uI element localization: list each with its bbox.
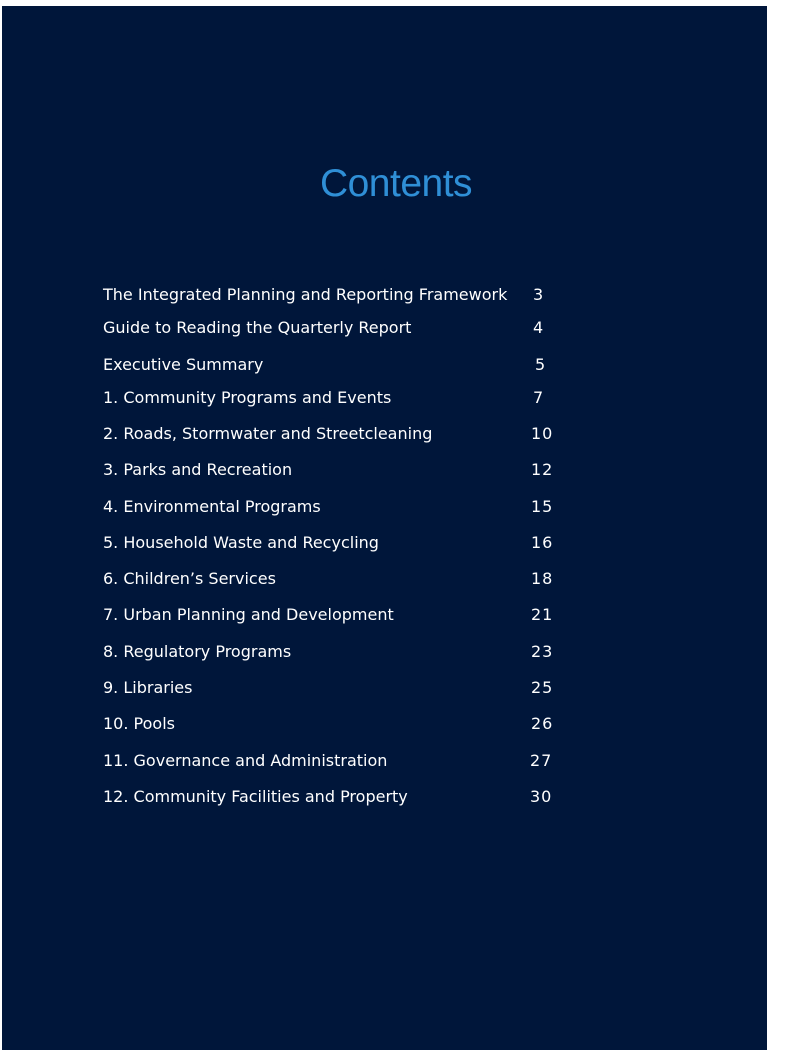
toc-entry-label: 11. Governance and Administration	[103, 751, 388, 770]
toc-entry-label: 5. Household Waste and Recycling	[103, 533, 379, 552]
toc-entry[interactable]	[103, 424, 563, 448]
toc-entry-label: The Integrated Planning and Reporting Framework	[103, 285, 508, 304]
toc-entry-page: 25	[531, 678, 554, 697]
toc-entry-label: 12. Community Facilities and Property	[103, 787, 408, 806]
toc-entry-page: 26	[531, 714, 554, 733]
toc-entry[interactable]	[103, 497, 563, 521]
toc-entry-label: Guide to Reading the Quarterly Report	[103, 318, 412, 337]
toc-entry[interactable]	[103, 678, 563, 702]
toc-entry-label: 3. Parks and Recreation	[103, 460, 293, 479]
toc-entry-page: 16	[531, 533, 554, 552]
toc-entry-label: 1. Community Programs and Events	[103, 388, 392, 407]
toc-entry-label: 4. Environmental Programs	[103, 497, 321, 516]
toc-entry-label: Executive Summary	[103, 355, 264, 374]
toc-entry-label: 10. Pools	[103, 714, 175, 733]
toc-entry-label: 8. Regulatory Programs	[103, 642, 292, 661]
toc-entry-label: 7. Urban Planning and Development	[103, 605, 394, 624]
page-title: Contents	[319, 162, 473, 205]
toc-entry-page: 23	[531, 642, 554, 661]
toc-entry-page: 3	[533, 285, 545, 304]
toc-entry-page: 10	[531, 424, 554, 443]
toc-entry-label: 2. Roads, Stormwater and Streetcleaning	[103, 424, 433, 443]
toc-entry-page: 4	[533, 318, 545, 337]
toc-entry[interactable]	[103, 460, 563, 484]
toc-entry[interactable]	[103, 533, 563, 557]
toc-entry-page: 21	[531, 605, 554, 624]
toc-entry[interactable]	[103, 318, 563, 342]
toc-entry-page: 18	[531, 569, 554, 588]
toc-entry[interactable]	[103, 787, 563, 811]
toc-entry-page: 27	[530, 751, 553, 770]
toc-entry-page: 15	[531, 497, 554, 516]
toc-entry[interactable]	[103, 605, 563, 629]
toc-entry-page: 7	[533, 388, 545, 407]
toc-entry-label: 9. Libraries	[103, 678, 193, 697]
toc-entry-label: 6. Children’s Services	[103, 569, 276, 588]
toc-entry-page: 12	[531, 460, 554, 479]
toc-entry[interactable]	[103, 751, 563, 775]
toc-entry[interactable]	[103, 388, 563, 412]
toc-entry-page: 30	[530, 787, 553, 806]
toc-entry[interactable]	[103, 285, 563, 309]
toc-entry[interactable]	[103, 569, 563, 593]
toc-entry[interactable]	[103, 714, 563, 738]
toc-entry[interactable]	[103, 355, 563, 379]
toc-entry[interactable]	[103, 642, 563, 666]
toc-entry-page: 5	[535, 355, 547, 374]
